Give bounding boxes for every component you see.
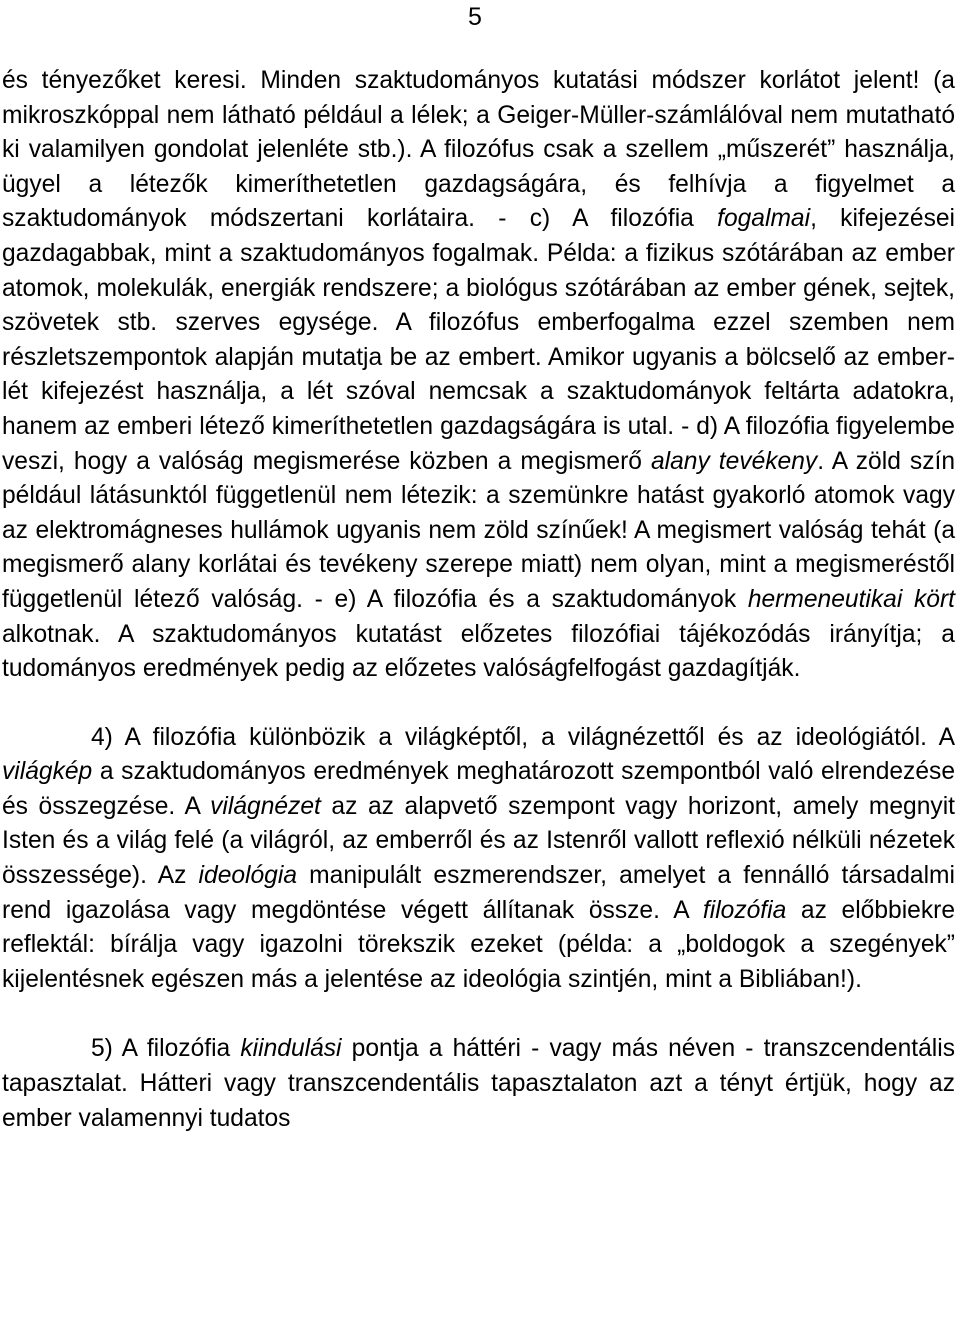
italic-term: világnézet [210, 792, 321, 820]
italic-term: világkép [2, 758, 93, 786]
text-segment: az az alapvető szempont vagy horizont, amely megnyit Isten és a világ felé (a világról, az emberről és az Istenről vallott reflexió nélküli nézetek összessége). Az [2, 792, 956, 890]
paragraph-2 [2, 721, 955, 998]
text-segment: az előbbiekre reflektál: bírálja vagy igazolni törekszik ezeket (példa: a „boldogok a szegények” kijelentésnek egészen más a jelentése az ideológia szintjén, mint a Bibliában!). [2, 896, 956, 993]
body-text [2, 64, 955, 1136]
italic-term: kiindulási [240, 1035, 342, 1063]
italic-term: hermeneutikai kört [747, 585, 955, 613]
paragraph-gap [2, 997, 955, 1032]
text-segment: pontja a háttéri - vagy más néven - transzcendentális tapasztalat. Hátteri vagy transzcendentális tapasztalaton azt a tényt értjük, hogy az ember valamennyi tudatos [2, 1035, 955, 1132]
text-segment: a szaktudományos eredmények meghatározott szempontból való elrendezése és összegzése. A [2, 758, 955, 820]
page-number: 5 [468, 3, 482, 31]
paragraph-3 [2, 1032, 955, 1136]
text-segment: alkotnak. A szaktudományos kutatást előzetes filozófiai tájékozódás irányítja; a tudományos eredmények pedig az előzetes valóságfelfogást gazdagítják. [2, 620, 955, 683]
italic-term: fogalmai [717, 205, 811, 233]
italic-term: ideológia [198, 862, 298, 890]
text-segment: és tényezőket keresi. Minden szaktudományos kutatási módszer korlátot jelent! (a mikroszkóppal nem látható például a lélek; a Geiger-Müller-számlálóval nem mutatható ki valamilyen gondolat jelenléte stb.). A filozófus csak a szellem „műszerét” használja, ügyel a létezők kimeríthetetlen gazdagságára, és felhívja a figyelmet a szaktudományok módszertani korlátaira. - c) A filozófia [2, 67, 955, 233]
text-segment: . A zöld szín például látásunktól függetlenül nem létezik: a szemünkre hatást gyakorló atomok vagy az elektromágneses hullámok ugyanis nem zöld színűek! A megismert valóság tehát (a megismerő alany korlátai és tevékeny szerepe miatt) nem olyan, mint a megismeréstől függetlenül létező valóság. - e) A filozófia és a szaktudományok [2, 447, 955, 613]
text-segment: manipulált eszmerendszer, amelyet a fennálló társadalmi rend igazolása vagy megdöntése végett állítanak össze. A [2, 862, 955, 924]
text-segment: 4) A filozófia különbözik a világképtől, a világnézettől és az ideológiától. A [91, 723, 955, 751]
paragraph-1 [2, 64, 955, 687]
italic-term: alany tevékeny [650, 447, 818, 475]
paragraph-gap [2, 687, 955, 721]
text-segment: , kifejezései gazdagabbak, mint a szaktudományos fogalmak. Példa: a fizikus szótárában az ember atomok, molekulák, energiák rendszere; a biológus szótárában az ember gének, sejtek, szövetek stb. szerves egysége. A filozófus emberfogalma ezzel szemben nem részletszempontok alapján mutatja be az embert. Amikor ugyanis a bölcselő az ember-lét kifejezést használja, a lét szóval nemcsak a szaktudományok feltárta adatokra, hanem az emberi létező kimeríthetetlen gazdagságára is utal. - d) A filozófia figyelembe veszi, hogy a valóság megismerése közben a megismerő [2, 205, 956, 475]
text-segment: 5) A filozófia [91, 1035, 241, 1063]
italic-term: filozófia [702, 896, 787, 924]
